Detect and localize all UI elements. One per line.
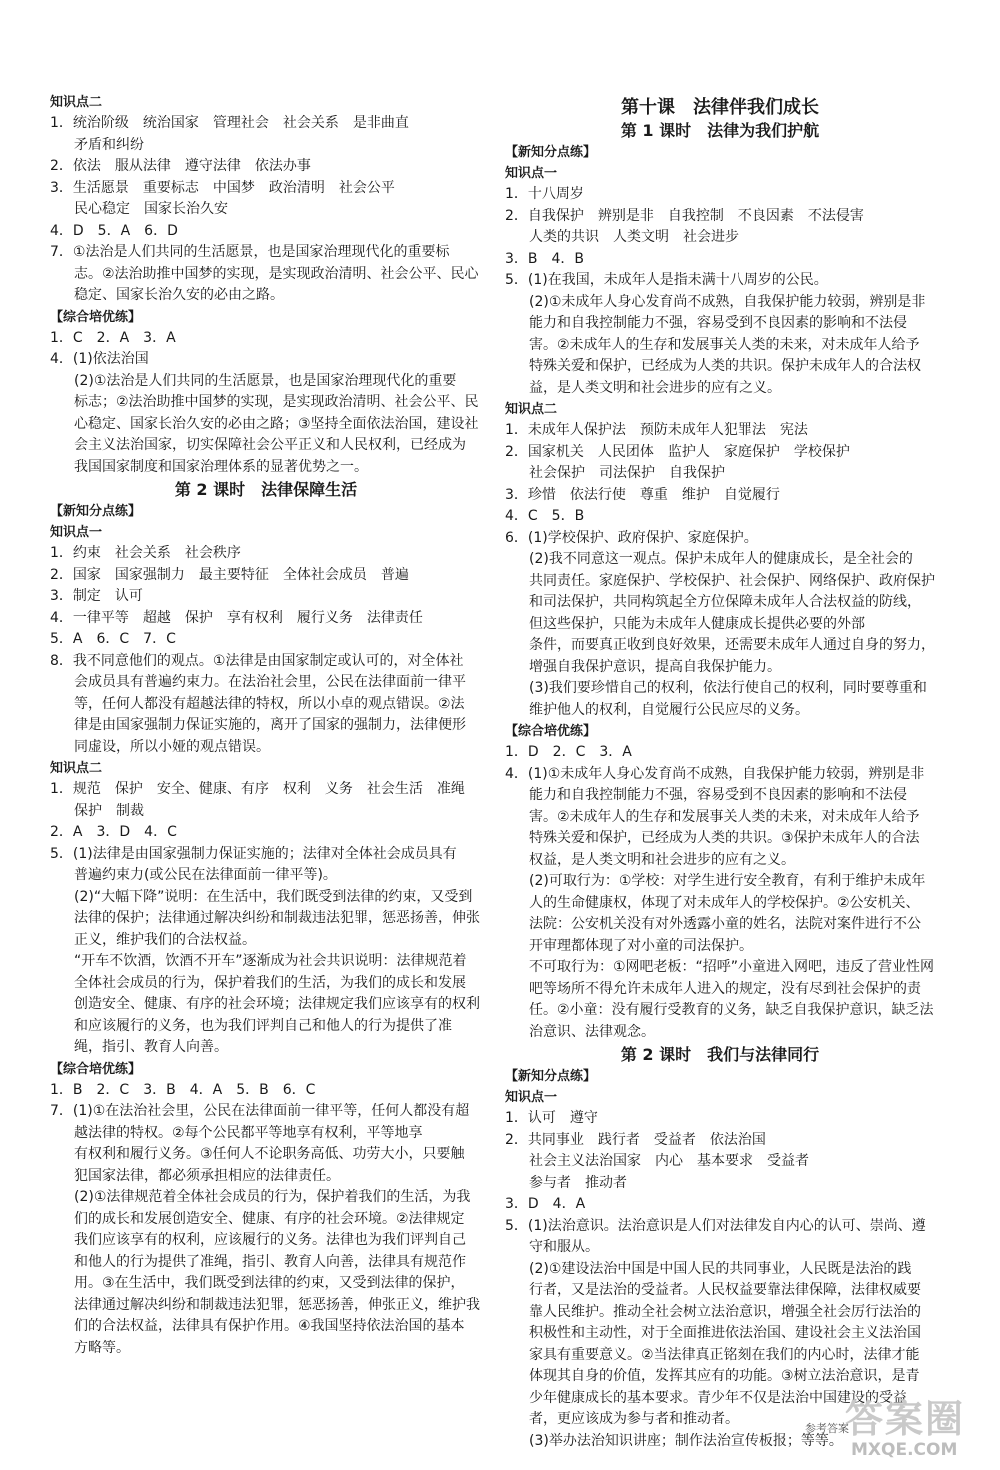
answer-line: (3)举办法治知识讲座；制作法治宣传板报；等等。: [529, 1432, 843, 1449]
answer-line: 益，是人类文明和社会进步的应有之义。: [529, 379, 781, 396]
answer-line: 3．制定 认可: [50, 588, 143, 604]
answer-line: 开审理都体现了对小童的司法保护。: [529, 937, 753, 954]
left-column: [50, 92, 482, 1359]
answer-line: 我们应该享有的权利，应该履行的义务。法律也为我们评判自己: [74, 1232, 466, 1248]
answer-line: 保护 制裁: [74, 802, 144, 819]
section-heading: 【综合培优练】: [50, 1061, 142, 1077]
section-heading: 【综合培优练】: [505, 724, 597, 739]
watermark: [845, 1388, 995, 1466]
answer-line: 8．我不同意他们的观点。①法律是由国家制定或认可的，对全体社: [50, 652, 464, 669]
watermark-logo: 答案圈: [845, 1397, 966, 1441]
answer-line: 4．C 5．B: [505, 508, 585, 524]
answer-line: (2)我不同意这一观点。保护未成年人的健康成长，是全社会的: [529, 551, 913, 567]
answer-line: 3．生活愿景 重要标志 中国梦 政治清明 社会公平: [50, 179, 395, 196]
answer-line: (2)“大幅下降”说明：在生活中，我们既受到法律的约束，又受到: [74, 888, 473, 905]
answer-line: 犯国家法律，都必须承担相应的法律责任。: [74, 1167, 340, 1184]
answer-line: 1．统治阶级 统治国家 管理社会 社会关系 是非曲直: [50, 115, 409, 131]
section-heading: 知识点二: [505, 402, 558, 417]
answer-line: 志。②法治助推中国梦的实现，是实现政治清明、社会公平、民心: [74, 265, 479, 282]
section-heading: 知识点二: [50, 95, 103, 110]
section-heading: 【新知分点练】: [50, 504, 142, 519]
answer-line: 3．B 4．B: [505, 250, 585, 267]
answer-line: 特殊关爱和保护，已经成为人类的共识。保护未成年人的合法权: [529, 358, 921, 374]
answer-line: 不可取行为：①网吧老板：“招呼”小童进入网吧，违反了营业性网: [529, 959, 935, 975]
section-heading: 知识点一: [50, 525, 103, 540]
answer-line: 增强自我保护意识，提高自我保护能力。: [529, 658, 781, 675]
section-heading: 【新知分点练】: [505, 145, 597, 160]
answer-line: 用。③在生活中，我们既受到法律的约束，又受到法律的保护，: [74, 1275, 465, 1291]
answer-line: 2．A 3．D 4．C: [50, 824, 177, 840]
answer-line: 2．依法 服从法律 遵守法律 依法办事: [50, 158, 311, 174]
answer-line: (2)①建设法治中国是中国人民的共同事业，人民既是法治的践: [529, 1260, 912, 1277]
answer-line: 4．(1)①未成年人身心发育尚不成熟，自我保护能力较弱，辨别是非: [505, 765, 925, 782]
answer-line: 但这些保护，只能为未成年人健康成长提供必要的外部: [529, 615, 865, 632]
answer-line: 和司法保护，共同构筑起全方位保障未成年人合法权益的防线，: [529, 594, 921, 610]
section-title: 第 1 课时 法律为我们护航: [620, 121, 820, 140]
answer-line: 参与者 推动者: [529, 1174, 627, 1191]
answer-line: 积极性和主动性，对于全面推进依法治国、建设社会主义法治国: [529, 1325, 921, 1341]
answer-line: 行者，又是法治的受益者。人民权益要靠法律保障，法律权威要: [529, 1282, 921, 1298]
answer-line: 等，任何人都没有超越法律的特权，所以小卓的观点错误。②法: [74, 695, 465, 712]
answer-line: 们的合法权益，法律具有保护作用。④我国坚持依法治国的基本: [74, 1318, 465, 1334]
section-title: 第十课 法律伴我们成长: [621, 97, 819, 118]
answer-line: (2)①法律规范着全体社会成员的行为，保护着我们的生活，为我: [74, 1189, 471, 1205]
answer-line: 标志；②法治助推中国梦的实现，是实现政治清明、社会公平、民: [74, 394, 479, 410]
answer-line: 绳，指引、教育人向善。: [74, 1039, 228, 1055]
answer-line: 有权利和履行义务。③任何人不论职务高低、功劳大小，只要触: [74, 1146, 465, 1162]
answer-line: 5．(1)法律是由国家强制力保证实施的；法律对全体社会成员具有: [50, 845, 457, 862]
answer-line: 心稳定、国家长治久安的必由之路；③坚持全面依法治国，建设社: [74, 415, 479, 432]
answer-line: 越法律的特权。②每个公民都平等地享有权利，平等地享: [74, 1124, 423, 1141]
section-heading: 知识点一: [505, 1090, 558, 1105]
section-heading: 知识点一: [505, 166, 558, 181]
answer-line: 害。②未成年人的生存和发展事关人类的未来，对未成年人给予: [529, 336, 920, 353]
answer-line: 社会保护 司法保护 自我保护: [529, 465, 725, 481]
answer-line: 治意识、法律观念。: [529, 1023, 655, 1040]
answer-line: 1．约束 社会关系 社会秩序: [50, 545, 241, 561]
answer-line: 5．(1)法治意识。法治意识是人们对法律发自内心的认可、崇尚、遵: [505, 1217, 926, 1234]
answer-line: (2)①未成年人身心发育尚不成熟，自我保护能力较弱，辨别是非: [529, 293, 926, 310]
answer-line: 体现其自身的价值，发挥其应有的功能。③树立法治意识，是青: [529, 1368, 920, 1384]
answer-line: 2．自我保护 辨别是非 自我控制 不良因素 不法侵害: [505, 207, 864, 224]
answer-line: 5．(1)在我国，未成年人是指未满十八周岁的公民。: [505, 272, 828, 288]
answer-line: 们的成长和发展创造安全、健康、有序的社会环境。②法律规定: [74, 1210, 465, 1227]
answer-line: 方略等。: [74, 1339, 130, 1356]
answer-line: 1．认可 遵守: [505, 1110, 598, 1126]
answer-line: 正义，维护我们的合法权益。: [74, 931, 256, 948]
answer-line: 全体社会成员的行为，保护着我们的生活，为我们的成长和发展: [74, 974, 466, 991]
answer-line: 害。②未成年人的生存和发展事关人类的未来，对未成年人给予: [529, 808, 920, 825]
answer-line: 法律的保护；法律通过解决纠纷和制裁违法犯罪，惩恶扬善，伸张: [74, 910, 480, 926]
answer-line: 1．B 2．C 3．B 4．A 5．B 6．C: [50, 1081, 316, 1098]
answer-line: 1．十八周岁: [505, 186, 584, 202]
answer-line: 1．未成年人保护法 预防未成年人犯罪法 宪法: [505, 422, 808, 438]
answer-line: 4．D 5．A 6．D: [50, 222, 178, 239]
answer-line: 任。②小童：没有履行受教育的义务，缺乏自我保护意识，缺乏法: [529, 1002, 934, 1018]
right-column: [505, 96, 935, 1452]
answer-line: 稳定、国家长治久安的必由之路。: [74, 287, 284, 303]
answer-line: 共同责任。家庭保护、学校保护、社会保护、网络保护、政府保护: [529, 572, 935, 589]
answer-line: 1．C 2．A 3．A: [50, 329, 176, 346]
answer-line: 普遍约束力(或公民在法律面前一律平等)。: [74, 867, 337, 883]
answer-line: 靠人民维护。推动全社会树立法治意识，增强全社会厉行法治的: [529, 1303, 921, 1320]
watermark-url: MXQE.COM: [851, 1440, 958, 1460]
answer-line: 法院：公安机关没有对外透露小童的姓名，法院对案件进行不公: [529, 916, 921, 932]
answer-line: 我国国家制度和国家治理体系的显著优势之一。: [74, 458, 368, 475]
answer-line: 7．(1)①在法治社会里，公民在法律面前一律平等，任何人都没有超: [50, 1103, 470, 1119]
answer-line: 者，更应该成为参与者和推动者。: [529, 1411, 739, 1427]
answer-line: 吧等场所不得允许未成年人进入的规定，没有尽到社会保护的责: [529, 980, 921, 997]
answer-line: 能力和自我控制能力不强，容易受到不良因素的影响和不法侵: [529, 315, 907, 331]
answer-line: 守和服从。: [529, 1239, 599, 1255]
answer-line: (2)①法治是人们共同的生活愿景，也是国家治理现代化的重要: [74, 372, 457, 389]
answer-line: 律是由国家强制力保证实施的，离开了国家的强制力，法律便形: [74, 717, 466, 733]
answer-line: 1．规范 保护 安全、健康、有序 权利 义务 社会生活 准绳: [50, 781, 465, 797]
answer-line: 家具有重要意义。②当法律真正铭刻在我们的内心时，法律才能: [529, 1346, 920, 1363]
answer-line: 民心稳定 国家长治久安: [74, 201, 228, 217]
answer-line: 人的生命健康权，体现了对未成年人的学校保护。②公安机关、: [529, 894, 920, 911]
answer-line: “开车不饮酒，饮酒不开车”逐渐成为社会共识说明：法律规范着: [74, 953, 467, 969]
answer-line: 1．D 2．C 3．A: [505, 744, 632, 760]
answer-line: 7．①法治是人们共同的生活愿景，也是国家治理现代化的重要标: [50, 244, 450, 260]
answer-line: 少年健康成长的基本要求。青少年不仅是法治中国建设的受益: [529, 1389, 907, 1406]
answer-line: 条件，而要真正收到良好效果，还需要未成年人通过自身的努力，: [529, 637, 935, 653]
answer-line: 4．一律平等 超越 保护 享有权利 履行义务 法律责任: [50, 609, 423, 626]
answer-line: 矛盾和纠纷: [74, 136, 144, 153]
section-heading: 知识点二: [50, 761, 103, 776]
answer-line: 会成员具有普遍约束力。在法治社会里，公民在法律面前一律平: [74, 674, 466, 690]
answer-line: 5．A 6．C 7．C: [50, 631, 176, 647]
answer-line: 权益，是人类文明和社会进步的应有之义。: [529, 851, 795, 868]
answer-line: 3．D 4．A: [505, 1196, 586, 1212]
section-title: 第 2 课时 法律保障生活: [174, 480, 358, 499]
answer-line: 和他人的行为提供了准绳，指引、教育人向善，法律具有规范作: [74, 1253, 466, 1270]
answer-line: 法律通过解决纠纷和制裁违法犯罪，惩恶扬善，伸张正义，维护我: [74, 1296, 480, 1313]
answer-line: 和应该履行的义务，也为我们评判自己和他人的行为提供了准: [74, 1017, 452, 1034]
answer-line: 3．珍惜 依法行使 尊重 维护 自觉履行: [505, 486, 780, 503]
answer-line: 会主义法治国家，切实保障社会公平正义和人民权利，已经成为: [74, 437, 466, 453]
section-heading: 【新知分点练】: [505, 1069, 597, 1084]
answer-line: 2．国家 国家强制力 最主要特征 全体社会成员 普遍: [50, 566, 409, 583]
answer-line: 社会主义法治国家 内心 基本要求 受益者: [529, 1153, 809, 1169]
answer-line: 维护他人的权利，自觉履行公民应尽的义务。: [529, 701, 809, 718]
section-title: 第 2 课时 我们与法律同行: [620, 1045, 820, 1064]
answer-line: 2．国家机关 人民团体 监护人 家庭保护 学校保护: [505, 443, 850, 460]
answer-line: 能力和自我控制能力不强，容易受到不良因素的影响和不法侵: [529, 787, 907, 803]
answer-line: 2．共同事业 践行者 受益者 依法治国: [505, 1131, 766, 1148]
answer-line: 6．(1)学校保护、政府保护、家庭保护。: [505, 529, 758, 546]
footer-label: 参考答案: [805, 1422, 849, 1435]
answer-line: 人类的共识 人类文明 社会进步: [529, 229, 739, 245]
answer-line: 创造安全、健康、有序的社会环境；法律规定我们应该享有的权利: [74, 996, 480, 1012]
section-heading: 【综合培优练】: [50, 309, 142, 325]
answer-line: 同虚设，所以小娅的观点错误。: [74, 738, 270, 755]
answer-line: (2)可取行为：①学校：对学生进行安全教育，有利于维护未成年: [529, 873, 926, 889]
answer-line: 4．(1)依法治国: [50, 351, 149, 367]
answer-line: (3)我们要珍惜自己的权利，依法行使自己的权利，同时要尊重和: [529, 680, 927, 696]
answer-line: 特殊关爱和保护，已经成为人类的共识。③保护未成年人的合法: [529, 830, 920, 846]
